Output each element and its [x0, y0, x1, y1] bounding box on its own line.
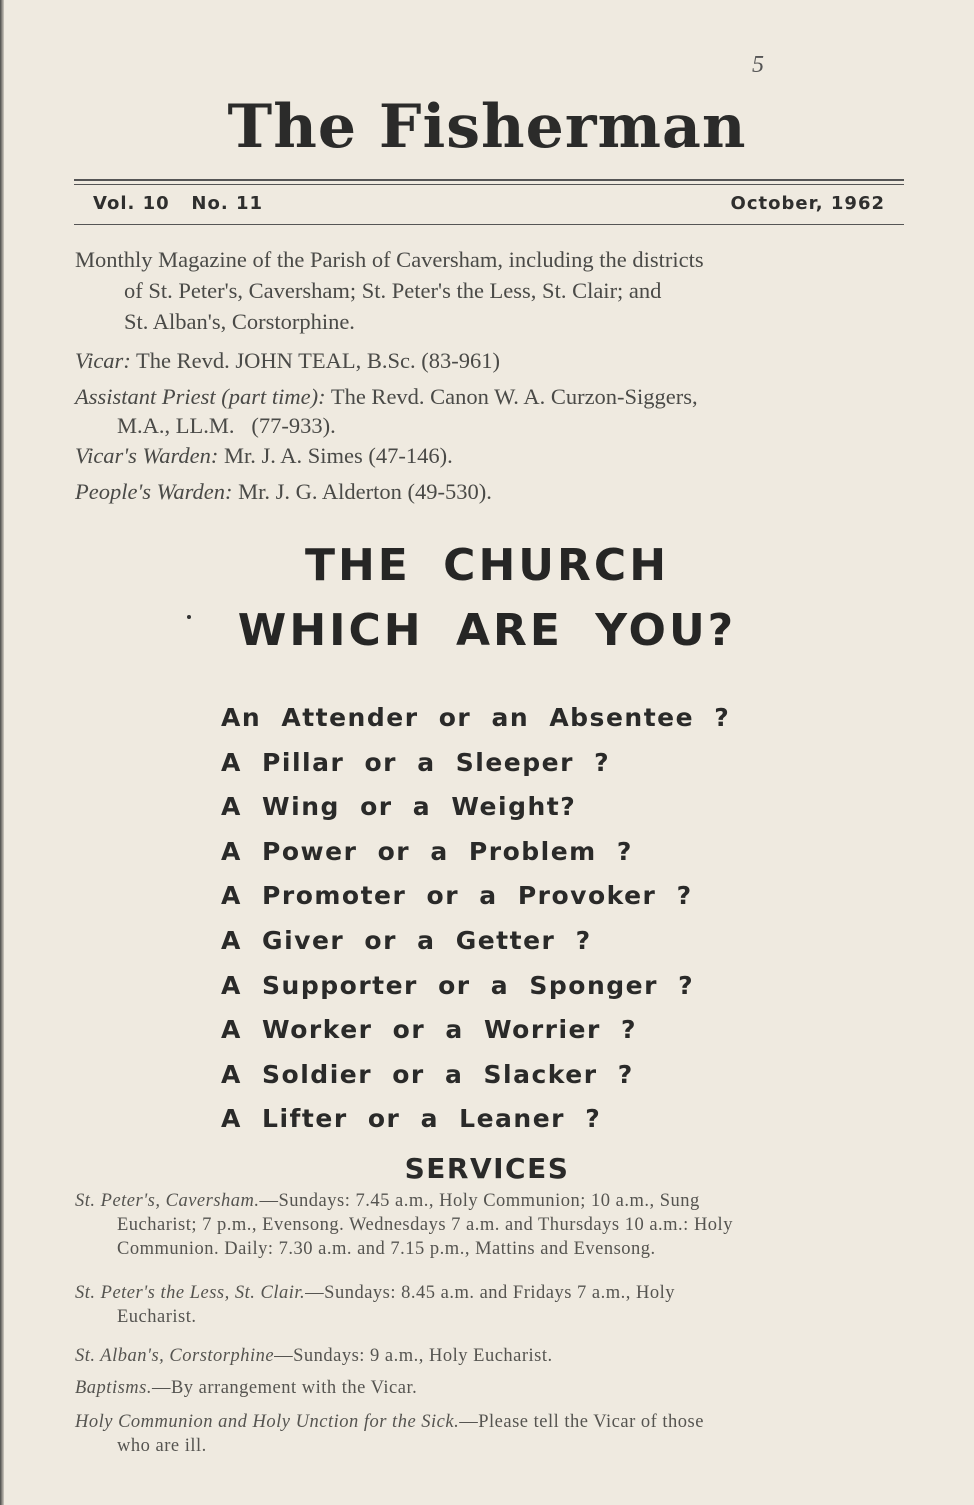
staff-vicar [75, 346, 905, 375]
service-times: —Sundays: 9 a.m., Holy Eucharist. [274, 1346, 553, 1366]
staff-role: Assistant Priest (part time): [75, 384, 326, 409]
staff-detail: Mr. J. G. Alderton (49-530). [232, 479, 492, 504]
question-item: A Worker or a Worrier ? [221, 1015, 638, 1045]
question-item: A Power or a Problem ? [221, 836, 633, 866]
staff-vicars-warden [75, 441, 905, 470]
issue-date: October, 1962 [730, 193, 885, 214]
page-binding-edge [0, 0, 4, 1505]
staff-peoples-warden [75, 477, 905, 506]
masthead-title: The Fisherman [227, 92, 747, 162]
service-entry-baptisms [75, 1376, 905, 1400]
service-entry-st-albans [75, 1344, 905, 1368]
service-times: —Sundays: 7.45 a.m., Holy Communion; 10 a.m., Sung [259, 1191, 700, 1211]
service-times: —Sundays: 8.45 a.m. and Fridays 7 a.m., Holy [305, 1283, 676, 1303]
service-place: St. Alban's, Corstorphine [75, 1346, 275, 1366]
top-rule [74, 179, 904, 181]
page-number: 5 [752, 52, 764, 78]
staff-detail: Mr. J. A. Simes (47-146). [218, 443, 453, 468]
issue-rule [74, 224, 904, 225]
staff-role: Vicar's Warden: [75, 443, 219, 468]
staff-detail: The Revd. Canon W. A. Curzon-Siggers, [325, 384, 698, 409]
service-times: —Please tell the Vicar of those [459, 1412, 704, 1432]
question-list [221, 700, 821, 1146]
service-times-cont: Communion. Daily: 7.30 a.m. and 7.15 p.m., Mattins and Evensong. [117, 1239, 656, 1259]
issue-volume: Vol. 10 No. 11 [93, 193, 264, 214]
question-item: A Supporter or a Sponger ? [221, 970, 695, 1000]
staff-detail: The Revd. JOHN TEAL, B.Sc. (83-961) [130, 348, 500, 373]
intro-line-3: St. Alban's, Corstorphine. [124, 309, 355, 334]
services-heading: SERVICES [404, 1152, 570, 1185]
headline-line-1: THE CHURCH [304, 540, 670, 591]
issue-line [93, 193, 885, 214]
intro-line-1: Monthly Magazine of the Parish of Caversham, including the districts [75, 247, 704, 272]
service-place: Holy Communion and Holy Unction for the Sick. [75, 1412, 460, 1432]
service-times-cont: Eucharist. [117, 1307, 197, 1327]
service-entry-st-peters [75, 1189, 905, 1261]
service-entry-st-peters-less [75, 1281, 905, 1329]
question-item: A Giver or a Getter ? [221, 925, 592, 955]
intro-line-2: of St. Peter's, Caversham; St. Peter's the Less, St. Clair; and [124, 278, 662, 303]
service-times: —By arrangement with the Vicar. [151, 1378, 418, 1398]
top-rule-thin [74, 184, 904, 185]
headline-line-2: WHICH ARE YOU? [237, 605, 737, 656]
service-times-cont: who are ill. [117, 1436, 207, 1456]
question-item: A Promoter or a Provoker ? [221, 881, 693, 911]
question-item: A Lifter or a Leaner ? [221, 1104, 602, 1134]
question-item: A Pillar or a Sleeper ? [221, 747, 611, 777]
staff-detail-cont: M.A., LL.M. (77-933). [117, 413, 336, 438]
question-item: A Soldier or a Slacker ? [221, 1059, 634, 1089]
staff-role: People's Warden: [75, 479, 233, 504]
service-times-cont: Eucharist; 7 p.m., Evensong. Wednesdays 7 a.m. and Thursdays 10 a.m.: Holy [117, 1215, 733, 1235]
question-item: An Attender or an Absentee ? [221, 703, 731, 732]
service-place: St. Peter's, Caversham. [75, 1191, 260, 1211]
ink-speck [187, 615, 191, 619]
service-entry-sick [75, 1410, 905, 1458]
parish-intro [75, 244, 905, 337]
service-place: St. Peter's the Less, St. Clair. [75, 1283, 306, 1303]
staff-assistant-priest [75, 382, 905, 440]
question-item: A Wing or a Weight? [221, 792, 577, 822]
staff-role: Vicar: [75, 348, 131, 373]
service-place: Baptisms. [75, 1378, 152, 1398]
